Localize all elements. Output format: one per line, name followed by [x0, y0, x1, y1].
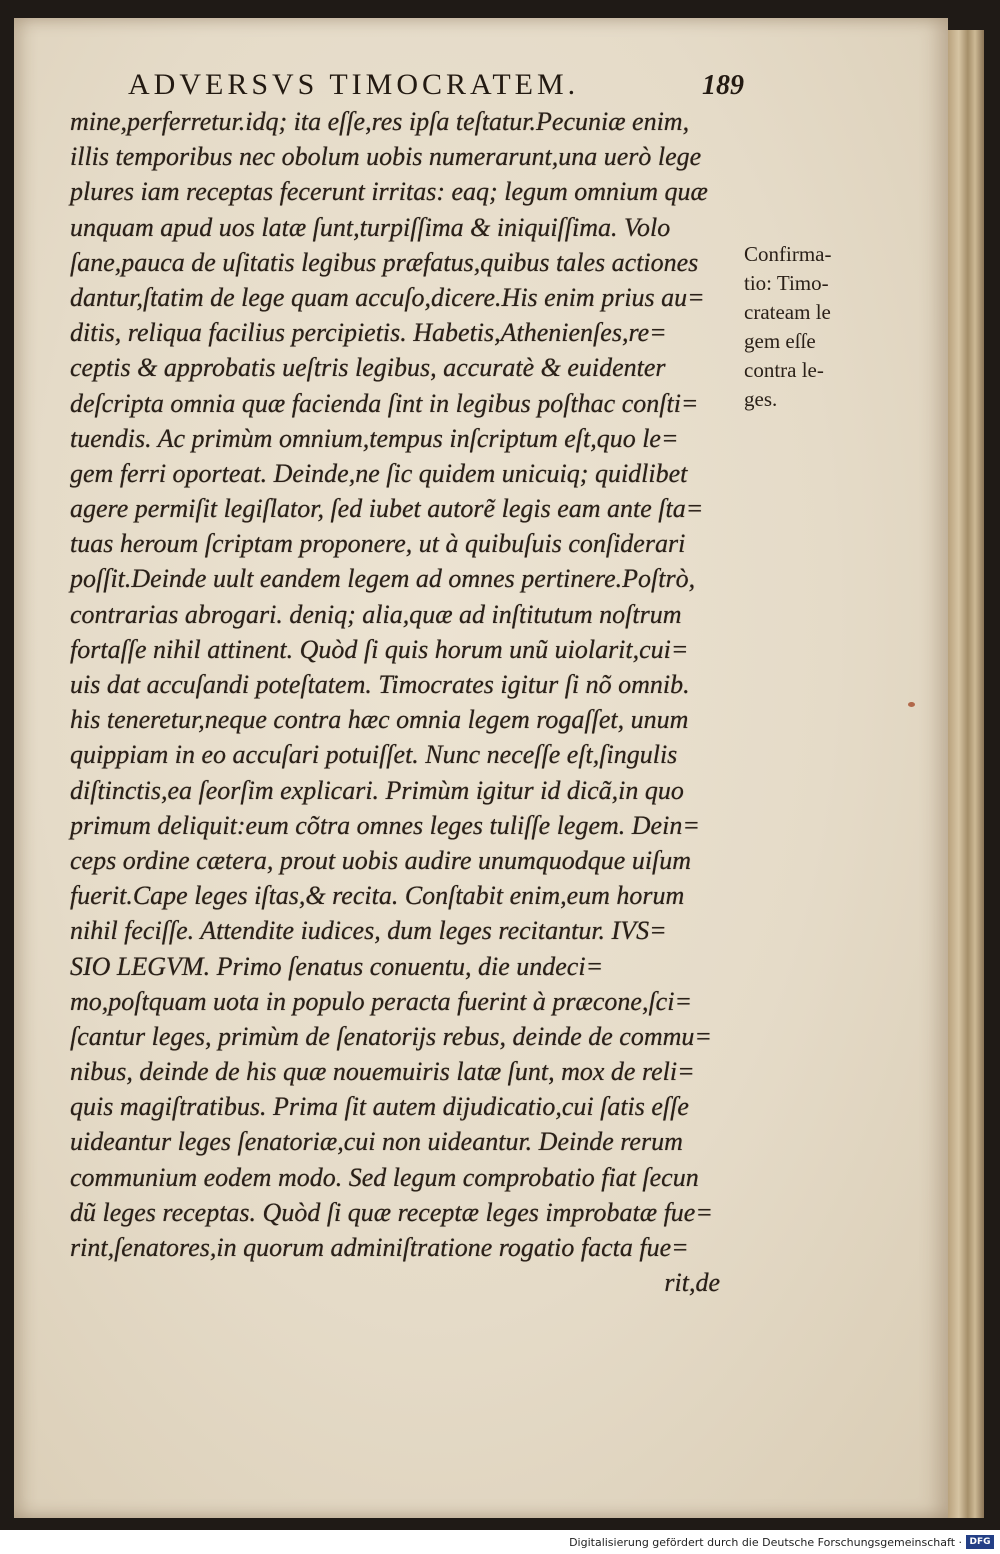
text-line: quippiam in eo accuſari potuiſſet. Nunc neceſſe eſt,ſingulis	[70, 740, 678, 770]
dfg-logo: DFG	[966, 1535, 994, 1549]
text-line: primum deliquit:eum cõtra omnes leges tuliſſe legem. Dein=	[70, 810, 700, 840]
text-line: uis dat accuſandi poteſtatem. Timocrates igitur ſi nõ omnib.	[70, 670, 690, 699]
text-line: tuas heroum ſcriptam proponere, ut à quibuſuis conſiderari	[70, 529, 686, 559]
running-head: ADVERSVS TIMOCRATEM.	[128, 68, 580, 101]
paper-stain	[908, 702, 915, 707]
text-line: rint,ſenatores,in quorum adminiſtratione rogatio facta fue=	[70, 1233, 689, 1262]
text-line: nihil feciſſe. Attendite iudices, dum leges recitantur. IVS=	[70, 916, 667, 946]
marginal-note-line: tio: Timo-	[744, 271, 829, 295]
text-line: mine,perferretur.idq; ita eſſe,res ipſa teſtatur.Pecuniæ enim,	[70, 107, 690, 136]
text-line: diſtinctis,ea ſeorſim explicari. Primùm igitur id dicã,in quo	[70, 775, 684, 805]
text-line: ceptis & approbatis ueſtris legibus, accuratè & euidenter	[70, 353, 666, 383]
text-line: communium eodem modo. Sed legum comprobatio fiat ſecun	[70, 1162, 699, 1192]
text-line: illis temporibus nec obolum uobis numerarunt,una uerò lege	[70, 142, 702, 172]
text-line: dantur,ſtatim de lege quam accuſo,dicere.His enim prius au=	[70, 282, 705, 312]
text-line: his teneretur,neque contra hæc omnia legem rogaſſet, unum	[70, 705, 689, 735]
text-line: deſcripta omnia quæ facienda ſint in legibus poſthac conſti=	[70, 388, 699, 418]
marginal-note-line: contra le-	[744, 358, 824, 382]
credit-bar	[0, 1530, 1000, 1554]
text-line: nibus, deinde de his quæ nouemuiris latæ ſunt, mox de reli=	[70, 1057, 695, 1087]
text-line: unquam apud uos latæ ſunt,turpiſſima & iniquiſſima. Volo	[70, 212, 671, 242]
text-line: rit,de	[664, 1268, 720, 1298]
text-line: ſane,pauca de uſitatis legibus præfatus,quibus tales actiones	[70, 247, 699, 277]
marginal-note-line: Confirma-	[744, 242, 832, 266]
body-text	[70, 104, 740, 1300]
marginal-note-line: crateam le	[744, 300, 831, 324]
text-line: quis magiſtratibus. Prima ſit autem dijudicatio,cui ſatis eſſe	[70, 1092, 689, 1122]
page-edge	[948, 30, 984, 1518]
text-line: SIO LEGVM. Primo ſenatus conuentu, die undeci=	[70, 951, 604, 981]
text-line: uideantur leges ſenatoriæ,cui non uideantur. Deinde rerum	[70, 1127, 683, 1157]
marginal-note-line: gem eſſe	[744, 329, 816, 353]
digitization-credit: Digitalisierung gefördert durch die Deutsche Forschungsgemeinschaft ·	[569, 1536, 962, 1549]
page-header	[128, 68, 748, 108]
text-line: fortaſſe nihil attinent. Quòd ſi quis horum unũ uiolarit,cui=	[70, 634, 689, 664]
text-line: ceps ordine cætera, prout uobis audire unumquodque uiſum	[70, 845, 692, 875]
text-line: gem ferri oporteat. Deinde,ne ſic quidem unicuiq; quidlibet	[70, 458, 688, 488]
marginal-note-line: ges.	[744, 387, 778, 411]
text-line: ditis, reliqua facilius percipietis. Habetis,Athenienſes,re=	[70, 318, 667, 348]
marginal-note	[744, 240, 874, 414]
text-line: fuerit.Cape leges iſtas,& recita. Conſtabit enim,eum horum	[70, 881, 685, 911]
text-line: dũ leges receptas. Quòd ſi quæ receptæ leges improbatæ fue=	[70, 1197, 713, 1227]
text-line: contrarias abrogari. deniq; alia,quæ ad inſtitutum noſtrum	[70, 599, 682, 629]
text-line: tuendis. Ac primùm omnium,tempus inſcriptum eſt,quo le=	[70, 423, 679, 453]
text-line: plures iam receptas fecerunt irritas: eaq; legum omnium quæ	[70, 177, 708, 207]
text-line: mo,poſtquam uota in populo peracta fuerint à præcone,ſci=	[70, 986, 692, 1016]
page-number: 189	[702, 70, 744, 101]
text-line: agere permiſit legiſlator, ſed iubet autorẽ legis eam ante ſta=	[70, 494, 704, 524]
text-line: poſſit.Deinde uult eandem legem ad omnes pertinere.Poſtrò,	[70, 564, 696, 594]
text-line: ſcantur leges, primùm de ſenatorijs rebus, deinde de commu=	[70, 1021, 712, 1051]
